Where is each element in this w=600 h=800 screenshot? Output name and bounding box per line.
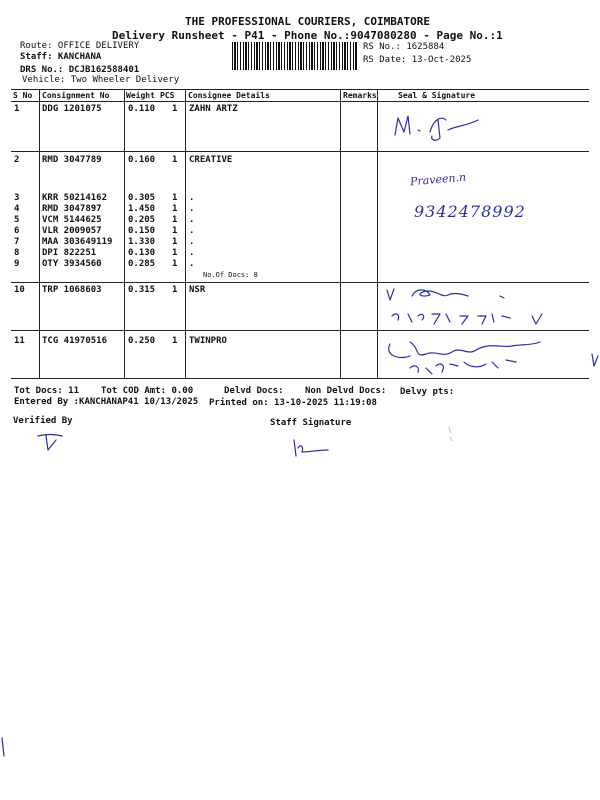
edge-mark-bottom	[0, 736, 8, 760]
cell-sno: 11	[14, 336, 25, 346]
cell-consignee: .	[189, 226, 195, 236]
cell-consignment: TRP 1068603	[42, 285, 102, 295]
runsheet-subtitle: Delivery Runsheet - P41 - Phone No.:9047080280 - Page No.:1	[112, 29, 503, 42]
cell-weight: 0.110	[128, 104, 156, 114]
cell-weight: 1.450	[128, 204, 156, 214]
cell-consignee: ZAHN ARTZ	[189, 104, 238, 114]
table-header-border	[11, 101, 589, 102]
cell-weight: 0.150	[128, 226, 156, 236]
cell-consignee: .	[189, 193, 195, 203]
faint-mark	[445, 425, 457, 445]
col-divider	[185, 89, 186, 378]
handwritten-name: Praveen.n	[409, 170, 467, 189]
printed-on: Printed on: 13-10-2025 11:19:08	[209, 398, 377, 408]
entered-by: Entered By :KANCHANAP41 10/13/2025	[14, 397, 199, 407]
non-delvd-docs: Non Delvd Docs:	[305, 386, 387, 396]
cell-consignment: TCG 41970516	[42, 336, 108, 346]
handwritten-phone: 9342478992	[414, 202, 526, 221]
cell-consignment: DDG 1201075	[42, 104, 102, 114]
cell-sno: 7	[14, 237, 20, 247]
cell-consignee: .	[189, 248, 195, 258]
tot-docs: Tot Docs: 11	[14, 386, 80, 396]
staff-label: Staff: KANCHANA	[20, 52, 102, 62]
cell-pcs: 1	[172, 193, 178, 203]
cell-pcs: 1	[172, 336, 178, 346]
header-consignee: Consignee Details	[188, 91, 270, 100]
staff-signature	[288, 436, 332, 460]
delvd-docs: Delvd Docs:	[224, 386, 284, 396]
cell-weight: 0.130	[128, 248, 156, 258]
cell-pcs: 1	[172, 226, 178, 236]
cell-sno: 1	[14, 104, 20, 114]
rs-date: RS Date: 13-Oct-2025	[363, 55, 472, 65]
cell-sno: 9	[14, 259, 20, 269]
row-divider	[11, 282, 589, 283]
cell-weight: 0.285	[128, 259, 156, 269]
cell-weight: 0.160	[128, 155, 156, 165]
edge-mark	[590, 350, 600, 370]
cell-consignment: RMD 3047789	[42, 155, 102, 165]
cell-pcs: 1	[172, 285, 178, 295]
row-divider	[11, 151, 589, 152]
cell-sno: 5	[14, 215, 20, 225]
cell-consignee: TWINPRO	[189, 336, 227, 346]
cell-pcs: 1	[172, 155, 178, 165]
cell-pcs: 1	[172, 259, 178, 269]
cell-consignee: NSR	[189, 285, 206, 295]
tot-cod-amt: Tot COD Amt: 0.00	[101, 386, 194, 396]
header-remarks: Remarks	[343, 91, 377, 100]
cell-pcs: 1	[172, 104, 178, 114]
cell-pcs: 1	[172, 215, 178, 225]
cell-consignment: VLR 2009057	[42, 226, 102, 236]
cell-consignee: CREATIVE	[189, 155, 233, 165]
cell-consignment: MAA 303649119	[42, 237, 113, 247]
col-divider	[39, 89, 40, 378]
staff-signature-label: Staff Signature	[270, 418, 352, 428]
header-sno: S No	[13, 91, 33, 100]
company-title: THE PROFESSIONAL COURIERS, COIMBATORE	[185, 15, 431, 28]
no-of-docs: No.Of Docs: 8	[203, 271, 258, 279]
cell-sno: 6	[14, 226, 20, 236]
col-divider	[377, 89, 378, 378]
cell-sno: 2	[14, 155, 20, 165]
cell-sno: 8	[14, 248, 20, 258]
header-pcs: PCS	[160, 91, 175, 100]
cell-consignment: OTY 3934560	[42, 259, 102, 269]
header-seal-signature: Seal & Signature	[398, 91, 476, 100]
col-divider	[124, 89, 125, 378]
cell-sno: 3	[14, 193, 20, 203]
drs-number: DRS No.: DCJB162588401	[20, 65, 140, 75]
cell-consignment: KRR 50214162	[42, 193, 108, 203]
cell-consignment: RMD 3047897	[42, 204, 102, 214]
signature-row10	[382, 286, 562, 330]
cell-consignee: .	[189, 215, 195, 225]
col-divider	[340, 89, 341, 378]
cell-weight: 0.315	[128, 285, 156, 295]
cell-sno: 10	[14, 285, 25, 295]
signature-row11	[380, 334, 560, 388]
rs-number: RS No.: 1625884	[363, 42, 445, 52]
cell-weight: 0.305	[128, 193, 156, 203]
row-divider	[11, 330, 589, 331]
route-label: Route: OFFICE DELIVERY	[20, 41, 140, 51]
cell-consignment: VCM 5144625	[42, 215, 102, 225]
cell-weight: 0.250	[128, 336, 156, 346]
verified-signature	[36, 430, 66, 454]
barcode-image	[232, 42, 358, 70]
cell-sno: 4	[14, 204, 20, 214]
cell-consignment: DPI 822251	[42, 248, 97, 258]
vehicle-label: Vehicle: Two Wheeler Delivery	[22, 75, 180, 85]
table-top-border	[11, 89, 589, 90]
cell-consignee: .	[189, 259, 195, 269]
cell-consignee: .	[189, 237, 195, 247]
header-consignment: Consignment No	[42, 91, 110, 100]
cell-weight: 0.205	[128, 215, 156, 225]
cell-pcs: 1	[172, 204, 178, 214]
header-weight: Weight	[126, 91, 155, 100]
delvy-pts: Delvy pts:	[400, 387, 455, 397]
signature-row1	[390, 110, 490, 146]
cell-pcs: 1	[172, 237, 178, 247]
verified-by-label: Verified By	[13, 416, 73, 426]
cell-pcs: 1	[172, 248, 178, 258]
cell-consignee: .	[189, 204, 195, 214]
cell-weight: 1.330	[128, 237, 156, 247]
